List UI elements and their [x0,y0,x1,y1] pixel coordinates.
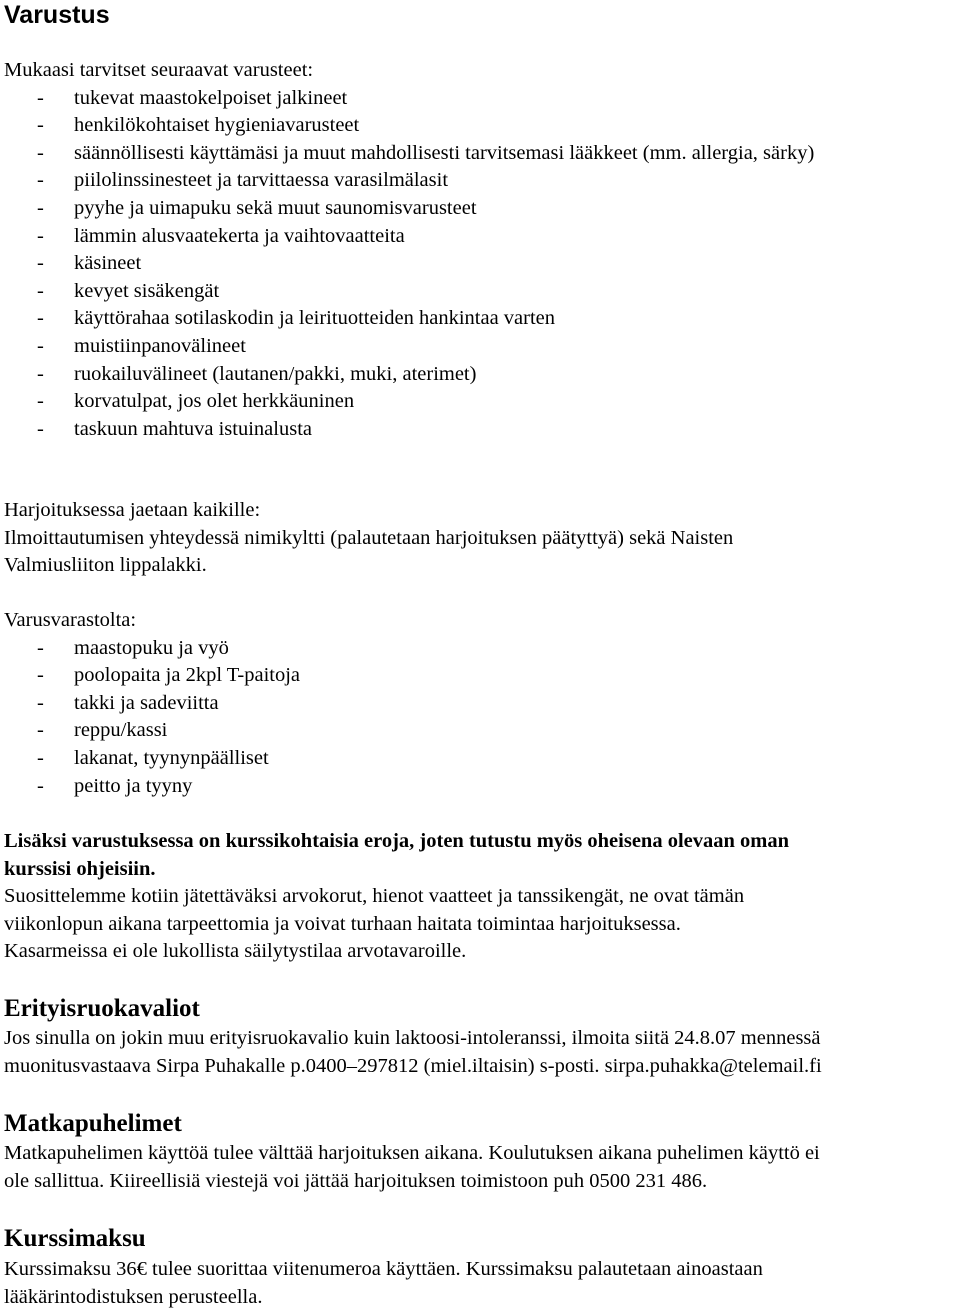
list-item-text: henkilökohtaiset hygieniavarusteet [74,114,360,137]
diet-line: Jos sinulla on jokin muu erityisruokavalio kuin laktoosi-intoleranssi, ilmoita siitä 24.8.07 mennessä [4,1027,821,1049]
list-item [0,635,960,663]
diet-heading: Erityisruokavaliot [4,995,200,1022]
advice-line: viikonlopun aikana tarpeettomia ja voivat turhaan haitata toimintaa harjoituksessa. [4,912,681,935]
list-item-text: korvatulpat, jos olet herkkäuninen [74,390,355,413]
fee-line: Kurssimaksu 36€ tulee suorittaa viitenumeroa käyttäen. Kurssimaksu palautetaan ainoastaan [4,1258,763,1280]
list-item-text: reppu/kassi [74,719,168,742]
fee-heading: Kurssimaksu [4,1225,146,1252]
list-item [0,690,960,718]
list-item-text: poolopaita ja 2kpl T-paitoja [74,664,301,687]
list-item-text: tukevat maastokelpoiset jalkineet [74,86,348,109]
handout-line: Valmiusliiton lippalakki. [4,554,207,577]
list-dash: - [37,664,44,687]
list-dash: - [37,636,44,659]
list-item-text: takki ja sadeviitta [74,691,219,714]
list-item-text: lakanat, tyynynpäälliset [74,747,269,769]
phones-line: ole sallittua. Kiireellisiä viestejä voi jättää harjoituksen toimistoon puh 0500 231 486. [4,1169,708,1192]
list-item-text: käyttörahaa sotilaskodin ja leirituotteiden hankintaa varten [74,307,556,330]
list-item [0,278,960,306]
list-dash: - [37,224,44,247]
list-item [0,773,960,801]
list-item [0,388,960,416]
list-dash: - [37,390,44,413]
list-item-text: maastopuku ja vyö [74,636,229,659]
list-item [0,140,960,168]
store-title: Varusvarastolta: [4,609,137,631]
list-dash: - [37,417,44,440]
handout-line: Ilmoittautumisen yhteydessä nimikyltti (palautetaan harjoituksen päätyttyä) sekä Naisten [4,526,734,549]
handout-title: Harjoituksessa jaetaan kaikille: [4,499,261,521]
list-item-text: muistiinpanovälineet [74,335,246,357]
advice-line: Kasarmeissa ei ole lukollista säilytystilaa arvotavaroille. [4,940,467,963]
list-item [0,112,960,140]
list-item [0,85,960,113]
intro-text: Mukaasi tarvitset seuraavat varusteet: [4,59,314,81]
page-title: Varustus [4,1,110,29]
list-dash: - [37,86,44,109]
list-item-text: pyyhe ja uimapuku sekä muut saunomisvarusteet [74,197,477,219]
list-dash: - [37,774,44,797]
list-item [0,416,960,444]
list-dash: - [37,114,44,137]
phones-heading: Matkapuhelimet [4,1110,182,1137]
list-dash: - [37,307,44,330]
list-item-text: piilolinssinesteet ja tarvittaessa varasilmälasit [74,169,449,192]
list-item [0,223,960,251]
list-dash: - [37,335,44,357]
list-item [0,250,960,278]
list-item [0,305,960,333]
list-item-text: kevyet sisäkengät [74,279,220,302]
list-item-text: lämmin alusvaatekerta ja vaihtovaatteita [74,224,405,247]
list-item-text: ruokailuvälineet (lautanen/pakki, muki, aterimet) [74,362,477,385]
list-item-text: säännöllisesti käyttämäsi ja muut mahdollisesti tarvitsemasi lääkkeet (mm. allergia, särky) [74,141,815,164]
list-item [0,361,960,389]
list-item-text: taskuun mahtuva istuinalusta [74,417,312,440]
list-dash: - [37,141,44,164]
phones-line: Matkapuhelimen käyttöä tulee välttää harjoituksen aikana. Koulutuksen aikana puhelimen käyttö ei [4,1142,820,1164]
list-item [0,195,960,223]
list-dash: - [37,691,44,714]
list-dash: - [37,747,44,769]
diet-line: muonitusvastaava Sirpa Puhakalle p.0400–297812 (miel.iltaisin) s-posti. sirpa.puhakka@telemail.fi [4,1054,822,1077]
list-dash: - [37,169,44,192]
notice-bold-line: Lisäksi varustuksessa on kurssikohtaisia eroja, joten tutustu myös oheisena olevaan oman [4,830,790,852]
list-dash: - [37,279,44,302]
list-item [0,745,960,773]
list-item [0,333,960,361]
list-dash: - [37,719,44,742]
fee-line: lääkärintodistuksen perusteella. [4,1285,263,1308]
list-item [0,167,960,195]
list-item-text: käsineet [74,252,142,275]
advice-line: Suosittelemme kotiin jätettäväksi arvokorut, hienot vaatteet ja tanssikengät, ne ovat tämän [4,885,745,908]
list-item [0,662,960,690]
list-dash: - [37,252,44,275]
list-dash: - [37,362,44,385]
list-item [0,717,960,745]
list-item-text: peitto ja tyyny [74,774,193,797]
notice-bold-line: kurssisi ohjeisiin. [4,857,156,880]
list-dash: - [37,197,44,219]
